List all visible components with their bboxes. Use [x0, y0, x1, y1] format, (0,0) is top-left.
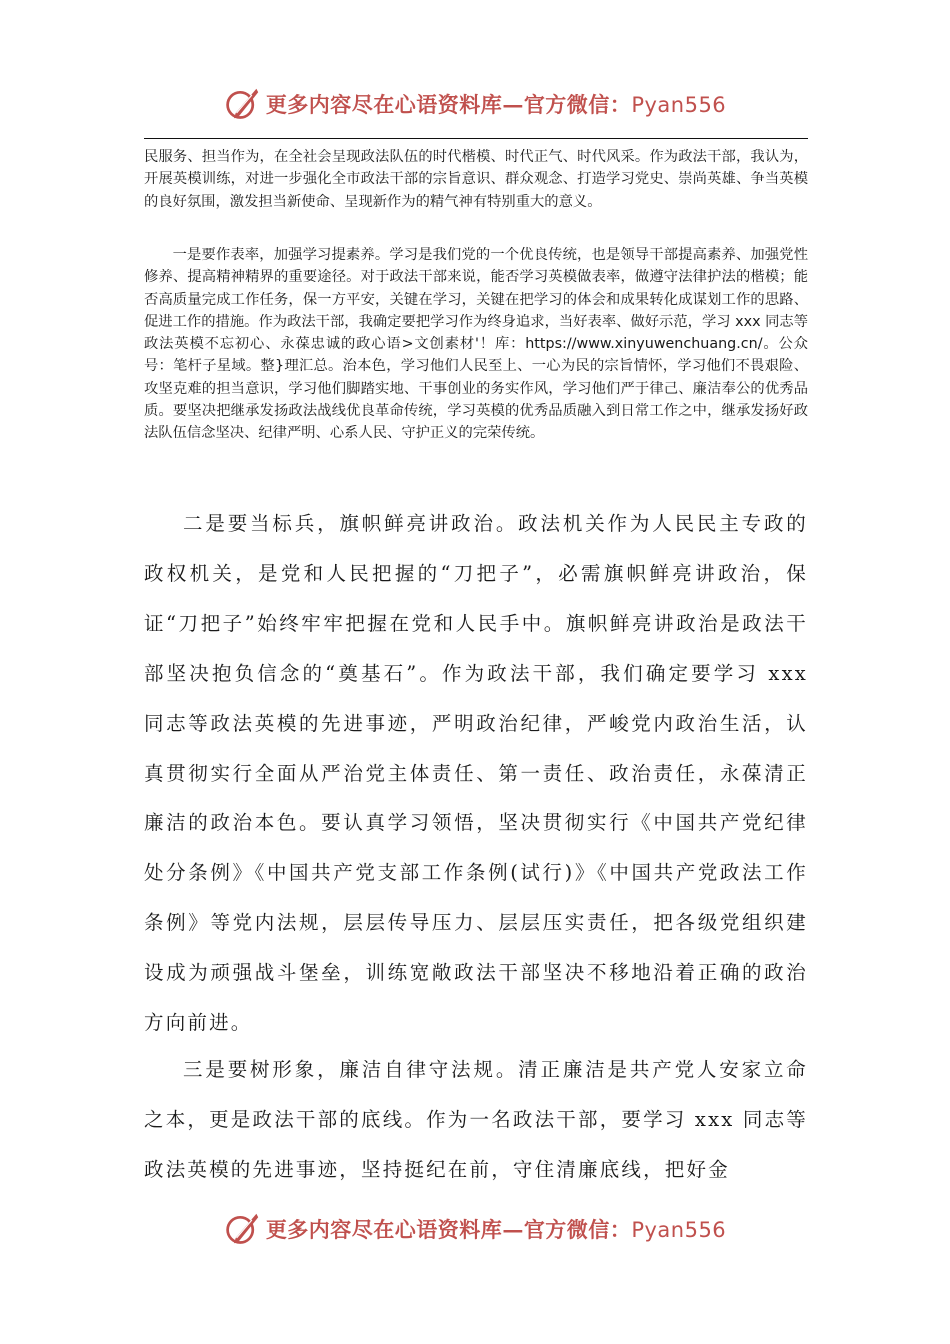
- paragraph-3: [144, 499, 808, 1048]
- paragraph-1: [144, 146, 808, 213]
- watermark-text: 更多内容尽在心语资料库—官方微信：Pyan556: [265, 1217, 727, 1242]
- paragraph-2: [144, 244, 808, 445]
- watermark-text: 更多内容尽在心语资料库—官方微信：Pyan556: [265, 92, 727, 117]
- footer-watermark: [0, 1209, 950, 1249]
- paragraph-4: [144, 1045, 808, 1195]
- paragraph-1-text: 民服务、担当作为，在全社会呈现政法队伍的时代楷模、时代正气、时代风采。作为政法干部，我认为，开展英模训练，对进一步强化全市政法干部的宗旨意识、群众观念、打造学习党史、崇尚英雄、争当英模的良好氛围，激发担当新使命、呈现新作为的精气神有特别重大的意义。: [144, 149, 808, 210]
- paragraph-2-text: 一是要作表率，加强学习提素养。学习是我们党的一个优良传统，也是领导干部提高素养、加强党性修养、提高精神精界的重要途径。对于政法干部来说，能否学习英模做表率，做遵守法律护法的楷模；能否高质量完成工作任务，保一方平安，关键在学习，关键在把学习的体会和成果转化成谋划工作的思路、促进工作的措施。作为政法干部，我确定要把学习作为终身追求，当好表率、做好示范，学习 xxx 同志等政法英模不忘初心、永葆忠诚的政心语>文创素材'！库：https://www.xinyuwenchuang.cn/。公众号：笔杆子星域。整}理汇总。治本色，学习他们人民至上、一心为民的宗旨情怀，学习他们不畏艰险、攻坚克难的担当意识，学习他们脚踏实地、干事创业的务实作风，学习他们严于律己、廉洁奉公的优秀品质。要坚决把继承发扬政法战线优良革命传统，学习英模的优秀品质融入到日常工作之中，继承发扬好政法队伍信念坚决、纪律严明、心系人民、守护正义的完荣传统。: [144, 247, 808, 442]
- quill-logo-icon: [224, 86, 260, 122]
- header-watermark: [0, 84, 950, 124]
- paragraph-4-text: 三是要树形象，廉洁自律守法规。清正廉洁是共产党人安家立命之本，更是政法干部的底线。作为一名政法干部，要学习 xxx 同志等政法英模的先进事迹，坚持挺纪在前，守住清廉底线，把好金: [144, 1058, 808, 1181]
- quill-logo-icon: [224, 1211, 260, 1247]
- header-divider: [144, 138, 808, 139]
- paragraph-3-text: 二是要当标兵，旗帜鲜亮讲政治。政法机关作为人民民主专政的政权机关，是党和人民把握的“刀把子”，必需旗帜鲜亮讲政治，保证“刀把子”始终牢牢把握在党和人民手中。旗帜鲜亮讲政治是政法干部坚决抱负信念的“奠基石”。作为政法干部，我们确定要学习 xxx 同志等政法英模的先进事迹，严明政治纪律，严峻党内政治生活，认真贯彻实行全面从严治党主体责任、第一责任、政治责任，永葆清正廉洁的政治本色。要认真学习领悟，坚决贯彻实行《中国共产党纪律处分条例》《中国共产党支部工作条例(试行)》《中国共产党政法工作条例》等党内法规，层层传导压力、层层压实责任，把各级党组织建设成为顽强战斗堡垒，训练宽敞政法干部坚决不移地沿着正确的政治方向前进。: [144, 512, 808, 1035]
